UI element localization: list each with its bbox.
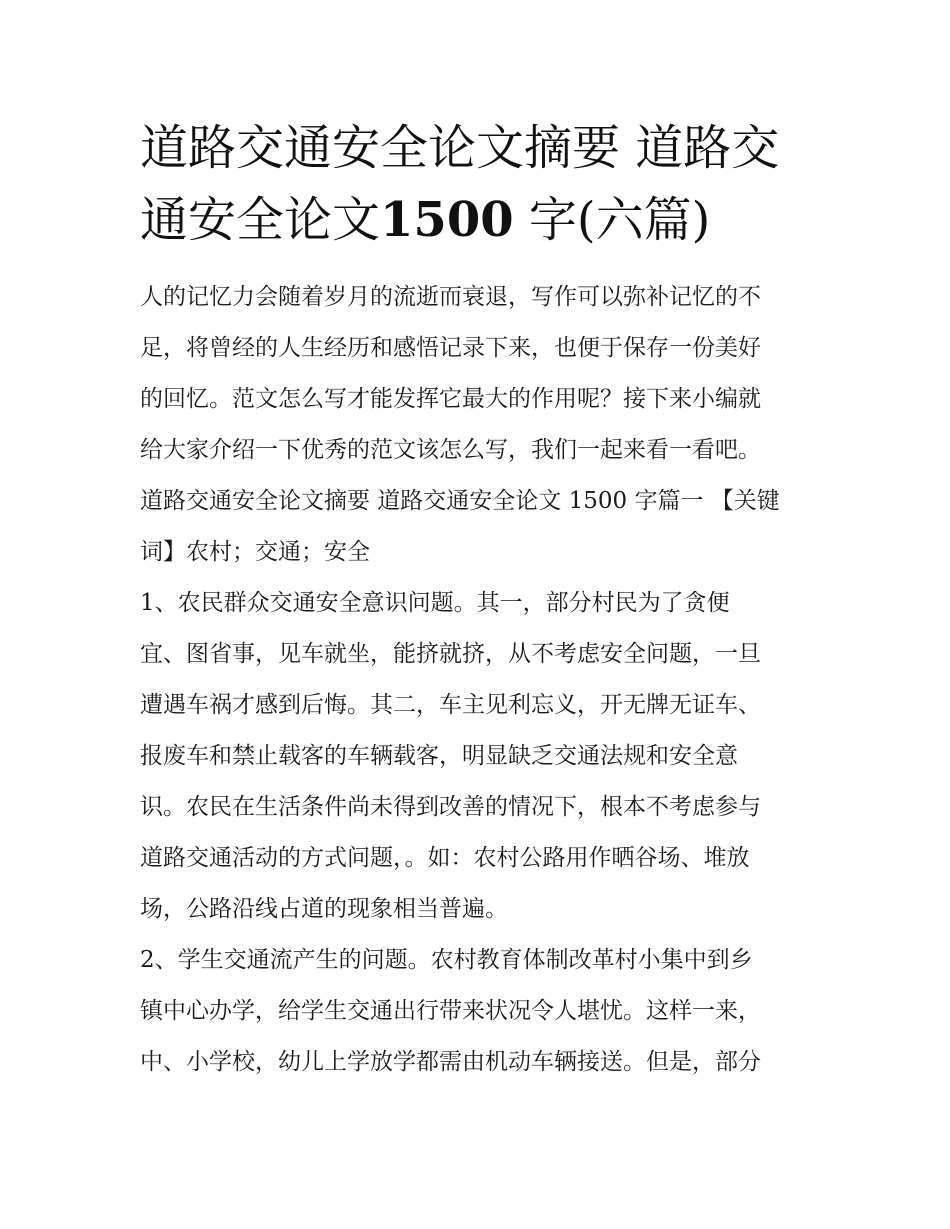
document-body (140, 272, 820, 1088)
text-line: 场，公路沿线占道的现象相当普遍。 (140, 896, 508, 922)
text-line: 镇中心办学，给学生交通出行带来状况令人堪忧。这样一来， (140, 998, 761, 1024)
text-line: 道路交通安全论文摘要 道路交通安全论文 1500 字篇一 【关键 (140, 488, 780, 514)
text-line: 1、农民群众交通安全意识问题。其一，部分村民为了贪便 (140, 590, 730, 616)
paragraph-intro (140, 272, 820, 578)
text-line: 道路交通活动的方式问题，。如：农村公路用作晒谷场、堆放 (140, 845, 750, 871)
title-line-1: 道路交通安全论文摘要 道路交 (140, 120, 780, 176)
text-line: 2、学生交通流产生的问题。农村教育体制改革村小集中到乡 (140, 947, 753, 973)
paragraph-section-1 (140, 578, 820, 935)
text-line: 识。农民在生活条件尚未得到改善的情况下，根本不考虑参与 (140, 794, 761, 820)
text-line: 足，将曾经的人生经历和感悟记录下来，也便于保存一份美好 (140, 335, 761, 361)
text-line: 词】农村；交通；安全 (140, 539, 370, 565)
title-line-2-prefix: 通安全论文 (140, 192, 381, 248)
text-line: 报废车和禁止载客的车辆载客，明显缺乏交通法规和安全意 (140, 743, 738, 769)
text-line: 遭遇车祸才感到后悔。其二，车主见利忘义，开无牌无证车、 (140, 692, 761, 718)
text-line: 宜、图省事，见车就坐，能挤就挤，从不考虑安全问题，一旦 (140, 641, 761, 667)
text-line: 给大家介绍一下优秀的范文该怎么写，我们一起来看一看吧。 (140, 437, 761, 463)
text-line: 的回忆。范文怎么写才能发挥它最大的作用呢？接下来小编就 (140, 386, 761, 412)
document-title (140, 112, 820, 256)
title-line-2 (140, 184, 820, 256)
title-line-2-number: 1500 (380, 192, 514, 248)
text-line: 中、小学校，幼儿上学放学都需由机动车辆接送。但是，部分 (140, 1049, 761, 1075)
paragraph-section-2 (140, 935, 820, 1088)
title-line-2-suffix: 字(六篇) (513, 192, 711, 248)
text-line: 人的记忆力会随着岁月的流逝而衰退，写作可以弥补记忆的不 (140, 284, 761, 310)
